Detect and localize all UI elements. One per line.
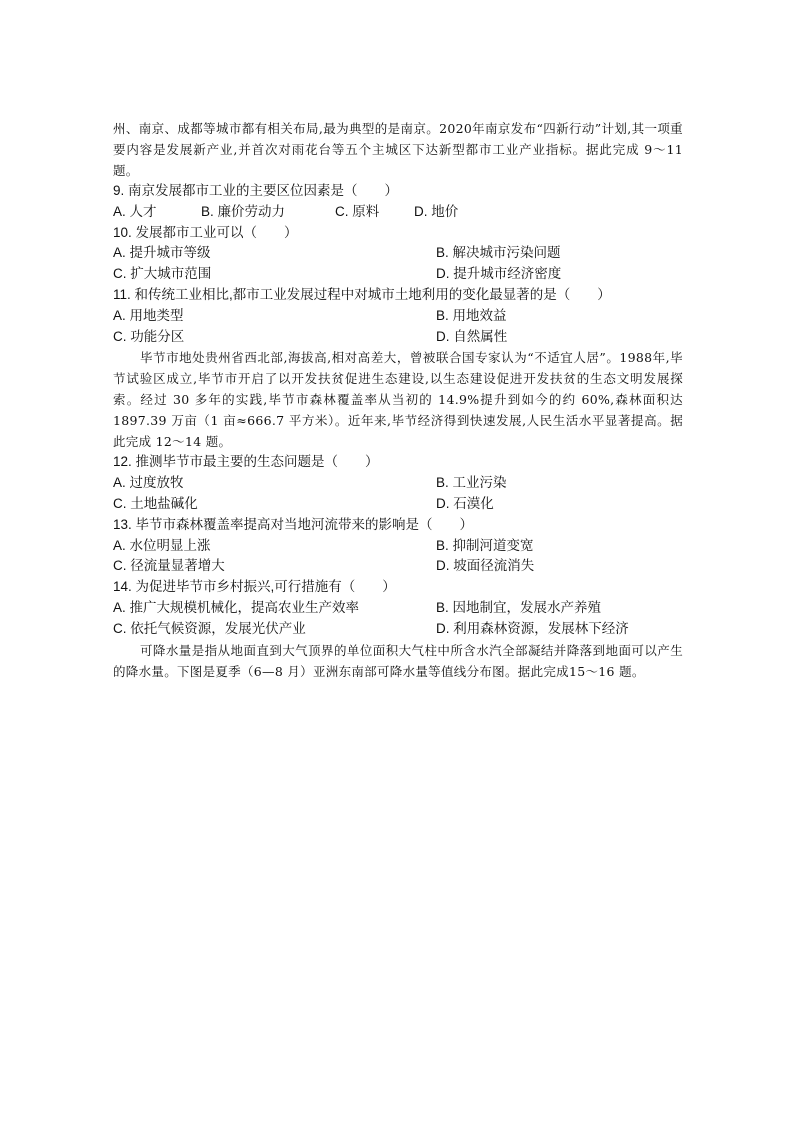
question-11-stem: 11. 和传统工业相比,都市工业发展过程中对城市土地利用的变化最显著的是（ ） — [113, 286, 611, 302]
q13-option-d: D. 坡面径流消失 — [436, 558, 535, 574]
q9-option-c: C. 原料 — [335, 203, 380, 219]
precipitation-paragraph: 可降水量是指从地面直到大气顶界的单位面积大气柱中所含水汽全部凝结并降落到地面可以产生的降水量。下图是夏季（6—8 月）亚洲东南部可降水量等值线分布图。据此完成15～16 题。 — [113, 642, 683, 679]
question-13-stem: 13. 毕节市森林覆盖率提高对当地河流带来的影响是（ ） — [113, 516, 474, 532]
question-12-options — [113, 473, 683, 515]
q14-option-d: D. 利用森林资源，发展林下经济 — [436, 620, 629, 636]
q12-option-a: A. 过度放牧 — [113, 475, 184, 491]
q14-option-b: B. 因地制宜，发展水产养殖 — [436, 599, 602, 615]
q11-option-b: B. 用地效益 — [436, 307, 507, 323]
question-9-stem: 9. 南京发展都市工业的主要区位因素是（ ） — [113, 183, 399, 198]
q12-option-b: B. 工业污染 — [436, 475, 507, 491]
question-11-options — [113, 306, 683, 348]
question-9-options — [113, 202, 683, 223]
bijie-paragraph: 毕节市地处贵州省西北部,海拔高,相对高差大，曾被联合国专家认为“不适宜人居”。1988年,毕节试验区成立,毕节市开启了以开发扶贫促进生态建设,以生态建设促进开发扶贫的生态文明发展探索。经过 30 多年的实践,毕节市森林覆盖率从当初的 14.9%提升到如今的约 60%,森林面积达 1897.39 万亩（1 亩≈666.7 平方米）。近年来,毕节经济得到快速发展,人民生活水平显著提高。据此完成 12～14 题。 — [113, 350, 683, 450]
q11-option-a: A. 用地类型 — [113, 307, 184, 323]
q13-option-a: A. 水位明显上涨 — [113, 537, 211, 553]
q14-option-c: C. 依托气候资源，发展光伏产业 — [113, 620, 306, 636]
q9-option-d: D. 地价 — [414, 203, 459, 219]
q13-option-b: B. 抑制河道变宽 — [436, 537, 534, 553]
intro-paragraph: 州、南京、成都等城市都有相关布局,最为典型的是南京。2020年南京发布“四新行动”计划,其一项重要内容是发展新产业,并首次对雨花台等五个主城区下达新型都市工业产业指标。据此完成 9～11 题。 — [113, 121, 683, 178]
q11-option-d: D. 自然属性 — [436, 328, 508, 344]
question-12-stem: 12. 推测毕节市最主要的生态问题是（ ） — [113, 454, 379, 470]
question-13-options — [113, 536, 683, 578]
question-14-stem: 14. 为促进毕节市乡村振兴,可行措施有（ ） — [113, 579, 396, 595]
q12-option-d: D. 石漠化 — [436, 495, 494, 511]
q10-option-a: A. 提升城市等级 — [113, 245, 211, 261]
q11-option-c: C. 功能分区 — [113, 328, 185, 344]
q14-option-a: A. 推广大规模机械化，提高农业生产效率 — [113, 599, 360, 615]
q9-option-b: B. 廉价劳动力 — [201, 203, 286, 219]
q13-option-c: C. 径流量显著增大 — [113, 558, 225, 574]
question-10-options — [113, 243, 683, 285]
page-content — [113, 118, 683, 682]
q10-option-d: D. 提升城市经济密度 — [436, 266, 562, 282]
q9-option-a: A. 人才 — [113, 203, 157, 219]
q10-option-b: B. 解决城市污染问题 — [436, 245, 561, 261]
question-10-stem: 10. 发展都市工业可以（ ） — [113, 224, 298, 240]
q12-option-c: C. 土地盐碱化 — [113, 495, 198, 511]
q10-option-c: C. 扩大城市范围 — [113, 266, 212, 282]
question-14-options — [113, 598, 683, 640]
